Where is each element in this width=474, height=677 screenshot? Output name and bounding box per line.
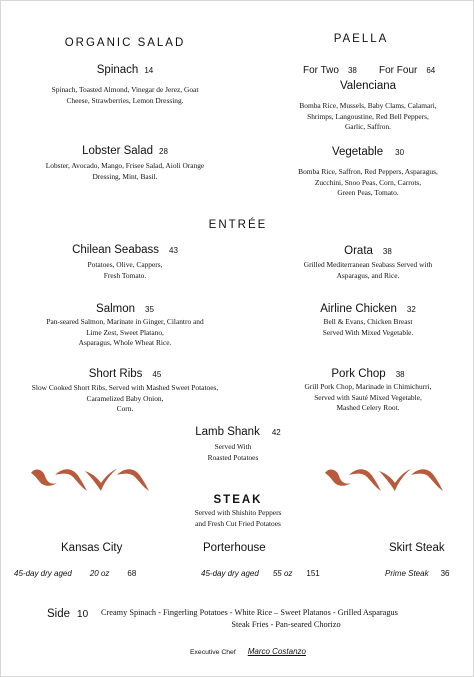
description-line: Caramelized Baby Onion, — [86, 393, 164, 403]
dish-price: 43 — [169, 246, 178, 255]
description-line: Bomba Rice, Mussels, Baby Clams, Calamari, — [299, 101, 437, 110]
dish-name: Spinach — [96, 64, 139, 76]
description-line: Bomba Rice, Saffron, Red Peppers, Asparagus, — [298, 167, 438, 176]
side-list-line-2: Steak Fries - Pan-seared Chorizo — [231, 620, 341, 629]
chilean-seabass-dish — [21, 244, 229, 256]
steak-description — [138, 508, 338, 529]
kansas-city-name: Kansas City — [61, 542, 123, 554]
aging-note: 45-day dry aged — [201, 569, 259, 578]
description-line: Roasted Potatoes — [207, 452, 259, 462]
description-line: Lime Zest, Sweet Platano, — [86, 327, 164, 337]
dish-price: 42 — [271, 428, 281, 437]
kansas-city-details — [14, 563, 136, 581]
description-line: Served With — [214, 442, 252, 451]
vegetable-paella-description — [263, 167, 473, 199]
pork-chop-dish — [263, 368, 473, 380]
dish-name: Orata — [344, 245, 373, 257]
description-line: Grilled Mediterranean Seabass Served with — [303, 260, 433, 269]
description-line: Potatoes, Olive, Cappers, — [87, 260, 163, 269]
dish-name: Lobster Salad — [82, 145, 154, 157]
spinach-description — [21, 85, 229, 106]
description-line: Fresh Tomato. — [103, 270, 147, 280]
description-line: Pan-seared Salmon, Marinate in Ginger, Cilantro and — [46, 317, 204, 326]
chef-name: Marco Costanzo — [247, 647, 306, 656]
right-brushstroke-ornament — [323, 463, 445, 493]
skirt-steak-details — [385, 563, 449, 581]
steak-price: 36 — [440, 569, 450, 578]
porterhouse-details — [201, 563, 320, 581]
dish-price: 30 — [395, 148, 405, 157]
short-ribs-dish — [21, 368, 229, 380]
left-brushstroke-ornament — [29, 463, 151, 493]
description-line: Spinach, Toasted Almond, Vinegar de Jerez, Goat — [51, 85, 199, 94]
entree-title: ENTRÉE — [208, 219, 268, 231]
valenciana-description — [263, 101, 473, 133]
porterhouse-name: Porterhouse — [203, 542, 266, 554]
portion-label: For Two — [303, 65, 339, 76]
dish-name: Airline Chicken — [320, 303, 397, 315]
aging-note: 45-day dry aged — [14, 569, 72, 578]
description-line: Grill Pork Chop, Marinade in Chimichurri, — [304, 382, 432, 391]
dish-price: 38 — [395, 370, 405, 379]
lobster-salad-dish — [21, 145, 229, 157]
paella-for-four — [379, 60, 435, 78]
dish-price: 45 — [152, 370, 162, 379]
dish-price: 38 — [382, 247, 392, 256]
dish-name: Chilean Seabass — [72, 244, 160, 256]
steak-price: 68 — [127, 569, 137, 578]
portion-price: 38 — [347, 66, 357, 75]
description-line: Shrimps, Langoustine, Red Bell Peppers, — [307, 111, 429, 121]
portion-label: For Four — [379, 65, 418, 76]
dish-name: Vegetable — [331, 146, 384, 158]
description-line: Green Peas, Tomato. — [337, 188, 399, 198]
description-line: Garlic, Saffron. — [344, 122, 392, 132]
description-line: Served with Sauté Mixed Vegetable, — [314, 392, 422, 402]
dish-price: 32 — [406, 305, 416, 314]
description-line: Cheese, Strawberries, Lemon Dressing. — [66, 95, 184, 105]
steak-size: 55 oz — [272, 569, 293, 578]
dish-price: 35 — [145, 305, 154, 314]
description-line: Lobster, Avocado, Mango, Frisee Salad, Aioli Orange — [45, 161, 205, 170]
executive-chef — [190, 641, 306, 659]
side-price: 10 — [77, 609, 89, 620]
description-line: Zucchini, Snoo Peas, Corn, Carrots, — [314, 177, 422, 187]
dish-name: Short Ribs — [88, 368, 143, 380]
dish-name: Salmon — [96, 303, 136, 315]
lamb-shank-description — [138, 442, 328, 463]
organic-salad-title: ORGANIC SALAD — [64, 37, 186, 49]
short-ribs-description — [21, 383, 229, 415]
description-line: Mashed Celery Root. — [336, 403, 400, 413]
vegetable-paella-dish — [263, 146, 473, 158]
description-line: Dressing, Mint, Basil. — [92, 171, 158, 181]
description-line: Asparagus, Whole Wheat Rice. — [78, 338, 172, 348]
grade-note: Prime Steak — [385, 569, 429, 578]
side-title: Side — [47, 608, 71, 620]
side-list-line-1: Creamy Spinach - Fingerling Potatoes - White Rice – Sweet Platanos - Grilled Asparagus — [101, 608, 398, 617]
valenciana-name: Valenciana — [339, 80, 397, 92]
description-line: Corn. — [116, 404, 134, 414]
chef-label: Executive Chef — [190, 649, 236, 656]
side-label — [47, 604, 88, 622]
paella-title: PAELLA — [333, 33, 389, 45]
dish-price: 14 — [144, 66, 154, 75]
orata-description — [263, 260, 473, 281]
dish-name: Pork Chop — [331, 368, 386, 380]
pork-chop-description — [263, 382, 473, 414]
orata-dish — [263, 245, 473, 257]
description-line: and Fresh Cut Fried Potatoes — [195, 518, 281, 528]
description-line: Bell & Evans, Chicken Breast — [323, 317, 413, 326]
spinach-dish — [21, 64, 229, 76]
paella-for-two — [303, 60, 357, 78]
skirt-steak-name: Skirt Steak — [389, 542, 445, 554]
description-line: Served with Shishito Peppers — [194, 508, 282, 517]
steak-price: 151 — [306, 569, 320, 578]
steak-size: 20 oz — [89, 569, 110, 578]
description-line: Asparagus, and Rice. — [336, 270, 400, 280]
description-line: Served With Mixed Vegetable. — [322, 327, 414, 337]
description-line: Slow Cooked Short Ribs, Served with Mashed Sweet Potatoes, — [31, 383, 219, 392]
lobster-salad-description — [21, 161, 229, 182]
airline-chicken-dish — [263, 303, 473, 315]
salmon-description — [21, 317, 229, 349]
dish-name: Lamb Shank — [195, 426, 260, 438]
portion-price: 64 — [426, 66, 436, 75]
dish-price: 28 — [159, 147, 168, 156]
chilean-seabass-description — [21, 260, 229, 281]
airline-chicken-description — [263, 317, 473, 338]
steak-title: STEAK — [213, 494, 263, 506]
salmon-dish — [21, 303, 229, 315]
lamb-shank-dish — [138, 426, 338, 438]
